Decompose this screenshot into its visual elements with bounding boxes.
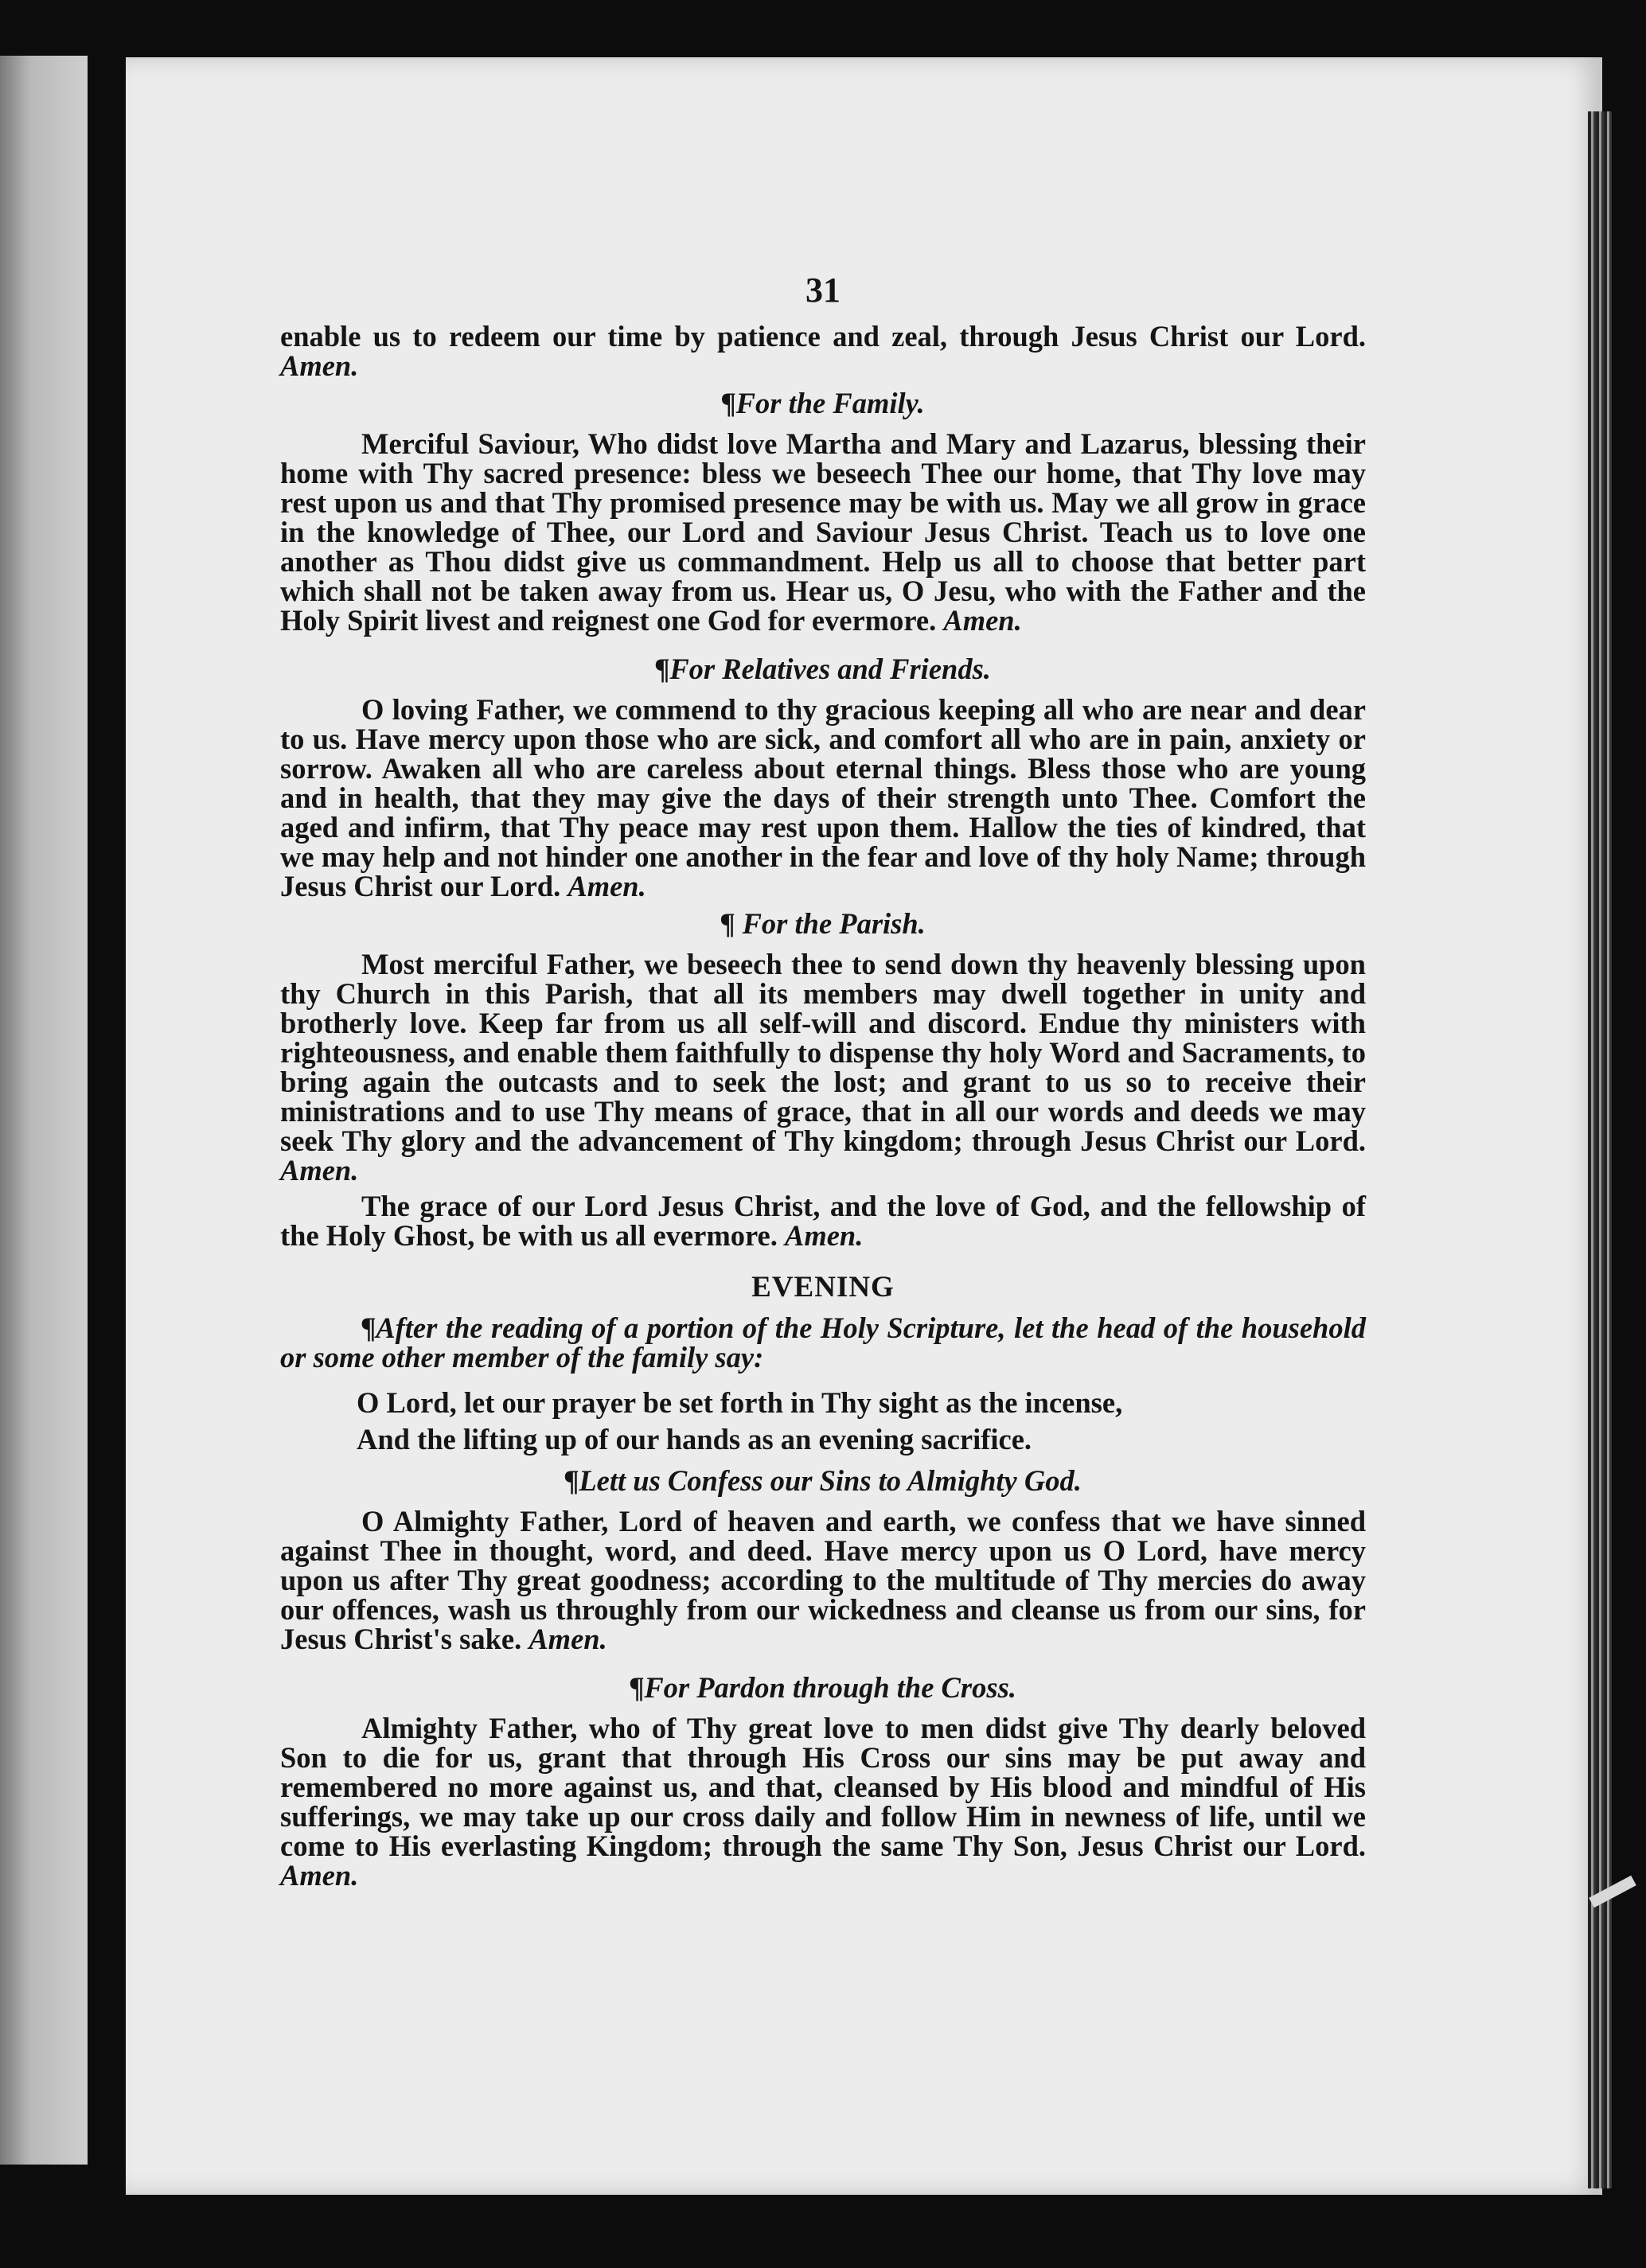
grace-text: The grace of our Lord Jesus Christ, and the love of God, and the fellowship of the Holy Ghost, be with us all evermore. xyxy=(280,1190,1366,1252)
pardon-text: Almighty Father, who of Thy great love to men didst give Thy dearly beloved Son to die for us, grant that through His Cross our sins may be put away and remembered no more against us, and that, cleansed by His blood and mindful of His sufferings, we may take up our cross daily and follow Him in newness of life, until we come to His everlasting Kingdom; through the same Thy Son, Jesus Christ our Lord. xyxy=(280,1712,1366,1862)
page-content xyxy=(280,271,1366,1890)
parish-prayer xyxy=(280,949,1366,1185)
pardon-amen: Amen. xyxy=(280,1859,359,1892)
parish-heading: ¶ For the Parish. xyxy=(720,907,926,940)
family-prayer xyxy=(280,429,1366,635)
grace-paragraph xyxy=(280,1191,1366,1250)
family-text: Merciful Saviour, Who didst love Martha and Mary and Lazarus, blessing their home with Thy sacred presence: bless we beseech Thee our home, that Thy love may rest upon us and that Thy promised presence may be with us. May we all grow in grace in the knowledge of Thee, our Lord and Saviour Jesus Christ. Teach us to love one another as Thou didst give us commandment. Help us all to choose that better part which shall not be taken away from us. Hear us, O Jesu, who with the Father and the Holy Spirit livest and reignest one God for evermore. xyxy=(280,427,1366,637)
relatives-prayer xyxy=(280,695,1366,901)
family-heading: ¶For the Family. xyxy=(721,387,925,419)
confess-text: O Almighty Father, Lord of heaven and earth, we confess that we have sinned against Thee in thought, word, and deed. Have mercy upon us O Lord, have mercy upon us after Thy great goodness; according to the multitude of Thy mercies do away our offences, wash us throughly from our wickedness and cleanse us from our sins, for Jesus Christ's sake. xyxy=(280,1505,1366,1655)
evening-title: EVENING xyxy=(751,1271,895,1304)
page-stack-edge xyxy=(1588,111,1612,2188)
confess-amen: Amen. xyxy=(529,1623,607,1655)
opening-paragraph xyxy=(280,321,1366,380)
relatives-heading: ¶For Relatives and Friends. xyxy=(655,653,991,685)
relatives-amen: Amen. xyxy=(568,870,646,902)
parish-amen: Amen. xyxy=(280,1154,359,1187)
family-amen: Amen. xyxy=(943,604,1022,637)
left-page-edge xyxy=(0,56,88,2165)
pardon-prayer xyxy=(280,1713,1366,1890)
opening-text: enable us to redeem our time by patience and zeal, through Jesus Christ our Lord. xyxy=(280,320,1366,353)
pardon-heading: ¶For Pardon through the Cross. xyxy=(630,1671,1016,1704)
relatives-text: O loving Father, we commend to thy gracious keeping all who are near and dear to us. Have mercy upon those who are sick, and comfort all who are in pain, anxiety or sorrow. Awaken all who are careless about eternal things. Bless those who are young and in health, that they may give the days of their strength unto Thee. Comfort the aged and infirm, that Thy peace may rest upon them. Hallow the ties of kindred, that we may help and not hinder one another in the fear and love of thy holy Name; through Jesus Christ our Lord. xyxy=(280,693,1366,902)
grace-amen: Amen. xyxy=(784,1219,864,1252)
confess-heading: ¶Lett us Confess our Sins to Almighty God. xyxy=(564,1464,1082,1497)
evening-verse-2: And the lifting up of our hands as an evening sacrifice. xyxy=(357,1423,1032,1455)
parish-text: Most merciful Father, we beseech thee to send down thy heavenly blessing upon thy Church in this Parish, that all its members may dwell together in unity and brotherly love. Keep far from us all self-will and discord. Endue thy ministers with righteousness, and enable them faithfully to dispense thy holy Word and Sacraments, to bring again the outcasts and to seek the lost; and grant to us so to receive their ministrations and to use Thy means of grace, that in all our words and deeds we may seek Thy glory and the advancement of Thy kingdom; through Jesus Christ our Lord. xyxy=(280,948,1366,1157)
page-number: 31 xyxy=(805,271,841,310)
evening-verse-1: O Lord, let our prayer be set forth in Thy sight as the incense, xyxy=(357,1386,1123,1419)
evening-instruction: ¶After the reading of a portion of the Holy Scripture, let the head of the household or some other member of the family say: xyxy=(280,1311,1366,1374)
confess-prayer xyxy=(280,1506,1366,1654)
opening-amen: Amen. xyxy=(280,349,359,382)
